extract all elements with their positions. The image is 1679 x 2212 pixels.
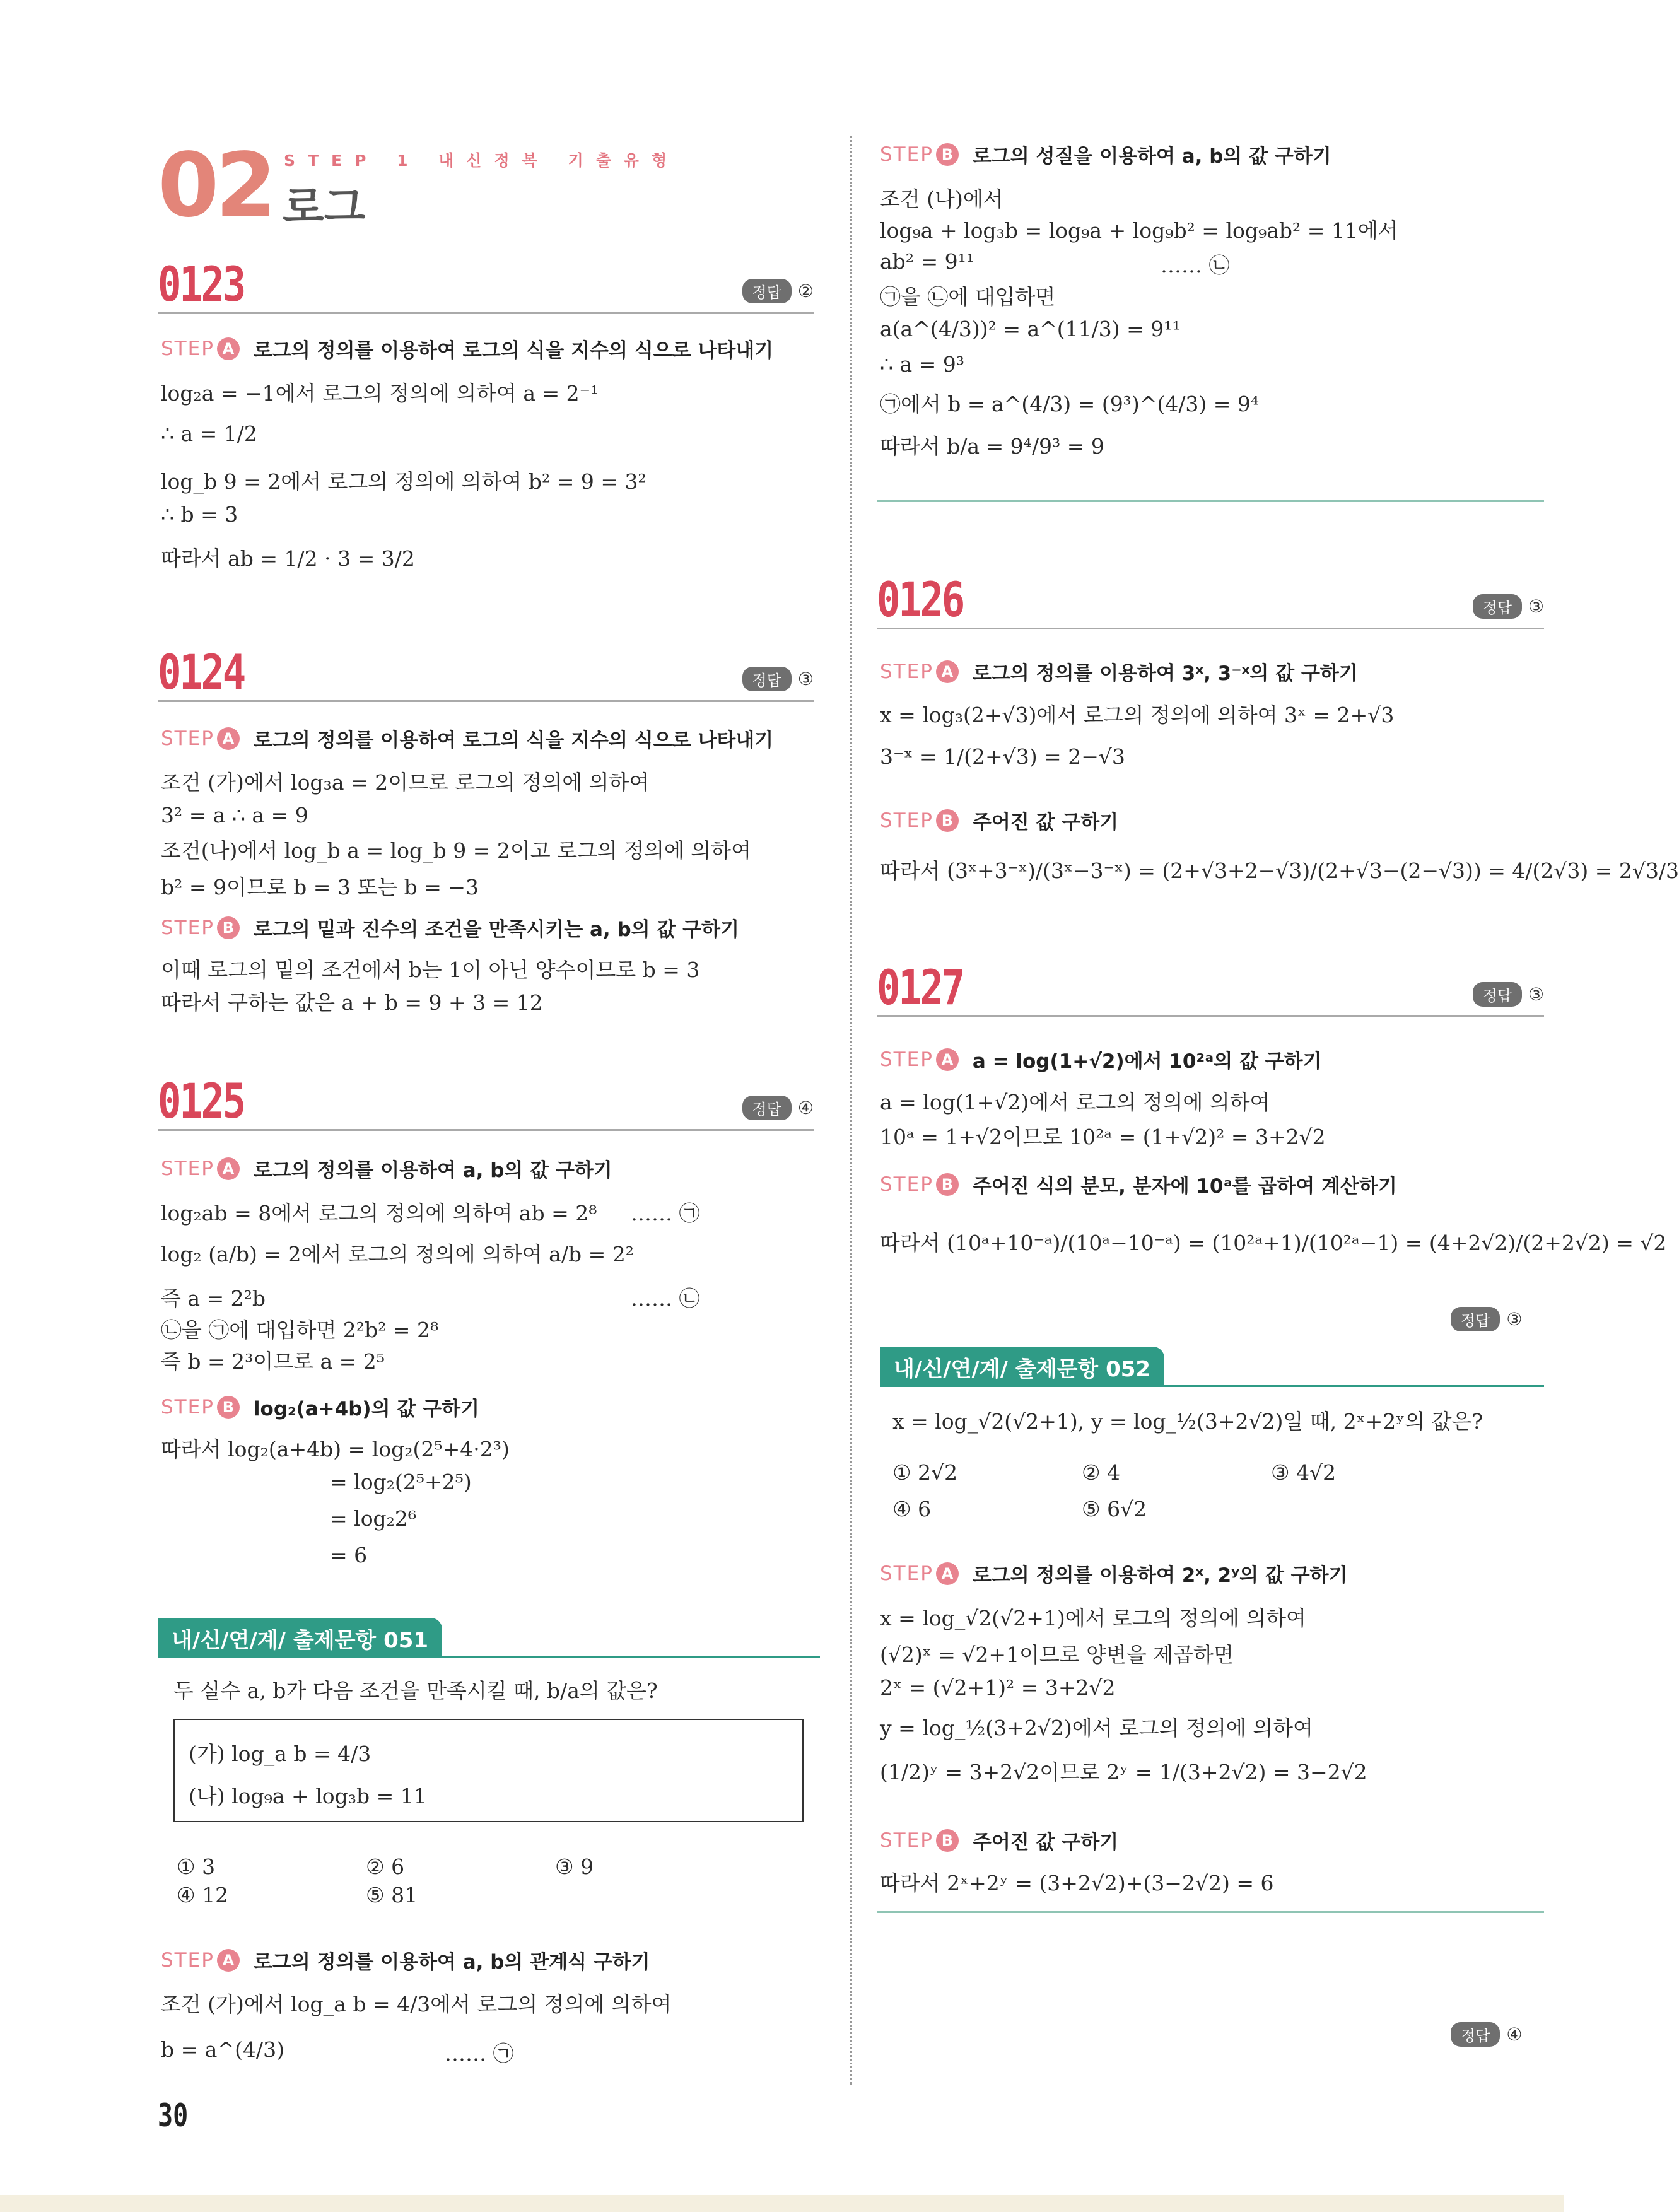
step-title: 로그의 정의를 이용하여 2ˣ, 2ʸ의 값 구하기: [972, 1564, 1348, 1587]
step-tag: STEP: [161, 1395, 214, 1419]
solution-line: 따라서 ab = 1/2 · 3 = 3/2: [161, 546, 415, 571]
solution-line: 따라서 b/a = 9⁴/9³ = 9: [880, 434, 1104, 459]
solution-line: 3⁻ˣ = 1/(2+√3) = 2−√3: [880, 744, 1125, 769]
solution-line: 즉 b = 2³이므로 a = 2⁵: [161, 1349, 385, 1374]
step-tag: STEP: [880, 1048, 933, 1071]
solution-line: b = a^(4/3): [161, 2037, 284, 2062]
step-title: 로그의 정의를 이용하여 로그의 식을 지수의 식으로 나타내기: [253, 339, 774, 362]
solution-line: a(a^(4/3))² = a^(11/3) = 9¹¹: [880, 317, 1181, 341]
answer-value: ③: [1528, 984, 1544, 1005]
solution-line: 3² = a ∴ a = 9: [161, 803, 308, 828]
step-a-0127: [880, 1045, 1322, 1074]
solution-line: = log₂2⁶: [330, 1506, 417, 1531]
answer-value: ③: [1506, 1309, 1523, 1330]
step-letter: B: [936, 1173, 959, 1196]
solution-line: x = log₃(2+√3)에서 로그의 정의에 의하여 3ˣ = 2+√3: [880, 703, 1395, 727]
step-b-052: [880, 1826, 1118, 1854]
solution-line: 따라서 구하는 값은 a + b = 9 + 3 = 12: [161, 990, 543, 1015]
step-letter: B: [217, 916, 240, 939]
solution-line: ∴ b = 3: [161, 502, 238, 527]
step-title: a = log(1+√2)에서 10²ᵃ의 값 구하기: [972, 1050, 1322, 1073]
answer-badge: [742, 667, 814, 691]
step-a-052: [880, 1559, 1347, 1588]
problem-number: 0126: [877, 571, 963, 628]
answer-value: ②: [797, 281, 814, 301]
step-tag: STEP: [880, 1562, 933, 1585]
equation-mark: …… ㉡: [1161, 253, 1230, 278]
condition-line: (가) log_a b = 4/3: [189, 1741, 371, 1766]
step-letter: A: [217, 337, 240, 360]
problem-header-0123: [158, 255, 814, 314]
step-title: log₂(a+4b)의 값 구하기: [253, 1398, 479, 1420]
answer-label: 정답: [742, 1096, 792, 1120]
solution-line: = log₂(2⁵+2⁵): [330, 1470, 472, 1494]
step-letter: A: [936, 1048, 959, 1071]
solution-line: ㉡을 ㉠에 대입하면 2²b² = 2⁸: [161, 1318, 439, 1342]
step-a-0125: [161, 1154, 612, 1183]
step-letter: A: [936, 660, 959, 683]
step-tag: STEP: [161, 337, 214, 360]
step-b-0124: [161, 913, 739, 942]
step-tag: STEP: [880, 1829, 933, 1852]
step-title: 로그의 성질을 이용하여 a, b의 값 구하기: [972, 145, 1331, 168]
solution-line: ab² = 9¹¹: [880, 249, 975, 274]
section-rule: [877, 1911, 1544, 1913]
choice: ③ 9: [555, 1854, 594, 1879]
problem-number: 0123: [158, 256, 244, 312]
answer-badge: [1473, 594, 1544, 619]
solution-line: 따라서 (10ᵃ+10⁻ᵃ)/(10ᵃ−10⁻ᵃ) = (10²ᵃ+1)/(10²ᵃ−1) = (4+2√2)/(2+2√2) = √2: [880, 1231, 1667, 1255]
solution-line: y = log_½(3+2√2)에서 로그의 정의에 의하여: [880, 1716, 1313, 1740]
page-number: 30: [158, 2097, 189, 2134]
solution-line: 10ᵃ = 1+√2이므로 10²ᵃ = (1+√2)² = 3+2√2: [880, 1125, 1326, 1149]
solution-line: 조건 (나)에서: [880, 187, 1003, 211]
solution-line: 따라서 2ˣ+2ʸ = (3+2√2)+(3−2√2) = 6: [880, 1871, 1274, 1895]
solution-line: a = log(1+√2)에서 로그의 정의에 의하여: [880, 1090, 1270, 1115]
solution-line: 즉 a = 2²b: [161, 1286, 266, 1311]
solution-line: ㉠에서 b = a^(4/3) = (9³)^(4/3) = 9⁴: [880, 392, 1260, 416]
problem-number: 0124: [158, 644, 244, 700]
step-title: 로그의 밑과 진수의 조건을 만족시키는 a, b의 값 구하기: [253, 918, 739, 941]
naesin-tag: 내/신/연/계/ 출제문항 052: [880, 1347, 1164, 1387]
answer-value: ③: [797, 669, 814, 689]
step-title: 주어진 식의 분모, 분자에 10ᵃ를 곱하여 계산하기: [972, 1175, 1397, 1198]
answer-badge: [1451, 1866, 1564, 2203]
column-divider: [850, 136, 852, 2085]
step-a-0123: [161, 334, 773, 363]
solution-line: log₂ab = 8에서 로그의 정의에 의하여 ab = 2⁸: [161, 1201, 597, 1226]
naesin-header-051: [158, 1618, 820, 1658]
step-a-0124: [161, 724, 773, 752]
solution-line: log_b 9 = 2에서 로그의 정의에 의하여 b² = 9 = 3²: [161, 469, 646, 494]
choice: ⑤ 81: [366, 1883, 418, 1907]
step-tag: STEP: [161, 916, 214, 939]
solution-line: log₂ (a/b) = 2에서 로그의 정의에 의하여 a/b = 2²: [161, 1242, 634, 1267]
problem-header-0125: [158, 1072, 814, 1131]
problem-header-0126: [877, 571, 1544, 629]
choice: ⑤ 6√2: [1082, 1497, 1147, 1521]
answer-badge: [742, 1096, 814, 1120]
solution-line: 따라서 log₂(a+4b) = log₂(2⁵+4·2³): [161, 1437, 510, 1461]
step-b-0127: [880, 1170, 1397, 1198]
step-title: 로그의 정의를 이용하여 a, b의 값 구하기: [253, 1159, 612, 1182]
problem-number: 0125: [158, 1073, 244, 1129]
solution-line: 이때 로그의 밑의 조건에서 b는 1이 아닌 양수이므로 b = 3: [161, 957, 700, 982]
step-letter: B: [936, 809, 959, 832]
answer-value: ④: [797, 1097, 814, 1118]
solution-line: ㉠을 ㉡에 대입하면: [880, 284, 1056, 309]
solution-line: log₂a = −1에서 로그의 정의에 의하여 a = 2⁻¹: [161, 381, 599, 406]
choice: ① 2√2: [892, 1460, 958, 1485]
step-tag: STEP: [880, 660, 933, 683]
step-letter: A: [217, 1157, 240, 1180]
step-letter: B: [217, 1396, 240, 1419]
solution-line: 조건 (가)에서 log₃a = 2이므로 로그의 정의에 의하여: [161, 770, 650, 795]
naesin-header-052: [880, 1347, 1544, 1387]
solution-line: 2ˣ = (√2+1)² = 3+2√2: [880, 1675, 1116, 1700]
question-text: x = log_√2(√2+1), y = log_½(3+2√2)일 때, 2ˣ+2ʸ의 값은?: [892, 1409, 1483, 1434]
step-tag: STEP: [880, 143, 933, 166]
naesin-rule: [442, 1656, 820, 1658]
step-letter: A: [217, 727, 240, 750]
answer-label: 정답: [1473, 982, 1522, 1007]
choice: ③ 4√2: [1271, 1460, 1337, 1485]
step-tag: STEP: [880, 809, 933, 832]
step-title: 로그의 정의를 이용하여 로그의 식을 지수의 식으로 나타내기: [253, 729, 774, 752]
answer-badge: [1473, 982, 1544, 1007]
choice: ④ 12: [177, 1883, 229, 1907]
solution-line: b² = 9이므로 b = 3 또는 b = −3: [161, 875, 479, 899]
choice: ② 6: [366, 1854, 405, 1879]
choice: ④ 6: [892, 1497, 932, 1521]
answer-label: 정답: [742, 279, 792, 303]
equation-mark: …… ㉠: [445, 2041, 514, 2066]
problem-number: 0127: [877, 959, 963, 1015]
chapter-step-label: STEP 1 내신정복 기출유형: [284, 151, 680, 170]
condition-box: [173, 1719, 804, 1822]
answer-label: 정답: [1451, 1307, 1500, 1331]
step-title: 주어진 값 구하기: [972, 811, 1119, 834]
answer-badge: [742, 279, 814, 303]
answer-label: 정답: [1451, 2022, 1500, 2047]
step-title: 로그의 정의를 이용하여 3ˣ, 3⁻ˣ의 값 구하기: [972, 662, 1358, 685]
step-tag: STEP: [161, 1157, 214, 1180]
solution-line: 조건(나)에서 log_b a = log_b 9 = 2이고 로그의 정의에 의하여: [161, 838, 752, 863]
solution-line: 조건 (가)에서 log_a b = 4/3에서 로그의 정의에 의하여: [161, 1992, 672, 2016]
naesin-tag: 내/신/연/계/ 출제문항 051: [158, 1618, 442, 1658]
choice: ① 3: [177, 1854, 216, 1879]
step-title: 로그의 정의를 이용하여 a, b의 관계식 구하기: [253, 1951, 650, 1974]
step-b-0126: [880, 806, 1118, 834]
solution-line: ∴ a = 9³: [880, 352, 965, 377]
step-a-051: [161, 1946, 650, 1974]
solution-line: ∴ a = 1/2: [161, 421, 257, 446]
step-tag: STEP: [161, 1948, 214, 1972]
equation-mark: …… ㉡: [631, 1286, 700, 1311]
step-title: 주어진 값 구하기: [972, 1831, 1119, 1854]
condition-line: (나) log₉a + log₃b = 11: [189, 1784, 427, 1808]
step-letter: B: [936, 1829, 959, 1852]
solution-line: log₉a + log₃b = log₉a + log₉b² = log₉ab² = 11에서: [880, 218, 1398, 243]
solution-line: (1/2)ʸ = 3+2√2이므로 2ʸ = 1/(3+2√2) = 3−2√2: [880, 1760, 1367, 1784]
answer-value: ③: [1528, 596, 1544, 617]
step-a-0126: [880, 657, 1358, 686]
choice: ② 4: [1082, 1460, 1121, 1485]
step-b-051: [880, 140, 1331, 168]
equation-mark: …… ㉠: [631, 1201, 700, 1226]
solution-line: x = log_√2(√2+1)에서 로그의 정의에 의하여: [880, 1606, 1306, 1630]
naesin-rule: [1164, 1385, 1544, 1387]
step-tag: STEP: [880, 1173, 933, 1196]
step-letter: A: [217, 1949, 240, 1972]
solution-line: = 6: [330, 1543, 368, 1567]
step-letter: A: [936, 1562, 959, 1585]
problem-header-0124: [158, 643, 814, 702]
solution-line: 따라서 (3ˣ+3⁻ˣ)/(3ˣ−3⁻ˣ) = (2+√3+2−√3)/(2+√3−(2−√3)) = 4/(2√3) = 2√3/3: [880, 858, 1679, 883]
solution-line: (√2)ˣ = √2+1이므로 양변을 제곱하면: [880, 1642, 1234, 1667]
chapter-number: 02: [158, 134, 273, 237]
answer-label: 정답: [742, 667, 792, 691]
step-letter: B: [936, 143, 959, 166]
answer-label: 정답: [1473, 594, 1522, 619]
step-tag: STEP: [161, 727, 214, 750]
chapter-title: 로그: [283, 183, 366, 233]
page-bottom-band: [0, 2195, 1564, 2212]
question-text: 두 실수 a, b가 다음 조건을 만족시킬 때, b/a의 값은?: [173, 1678, 658, 1703]
answer-value: ④: [1506, 2024, 1523, 2045]
section-rule: [877, 500, 1544, 502]
problem-header-0127: [877, 959, 1544, 1017]
step-b-0125: [161, 1393, 479, 1421]
